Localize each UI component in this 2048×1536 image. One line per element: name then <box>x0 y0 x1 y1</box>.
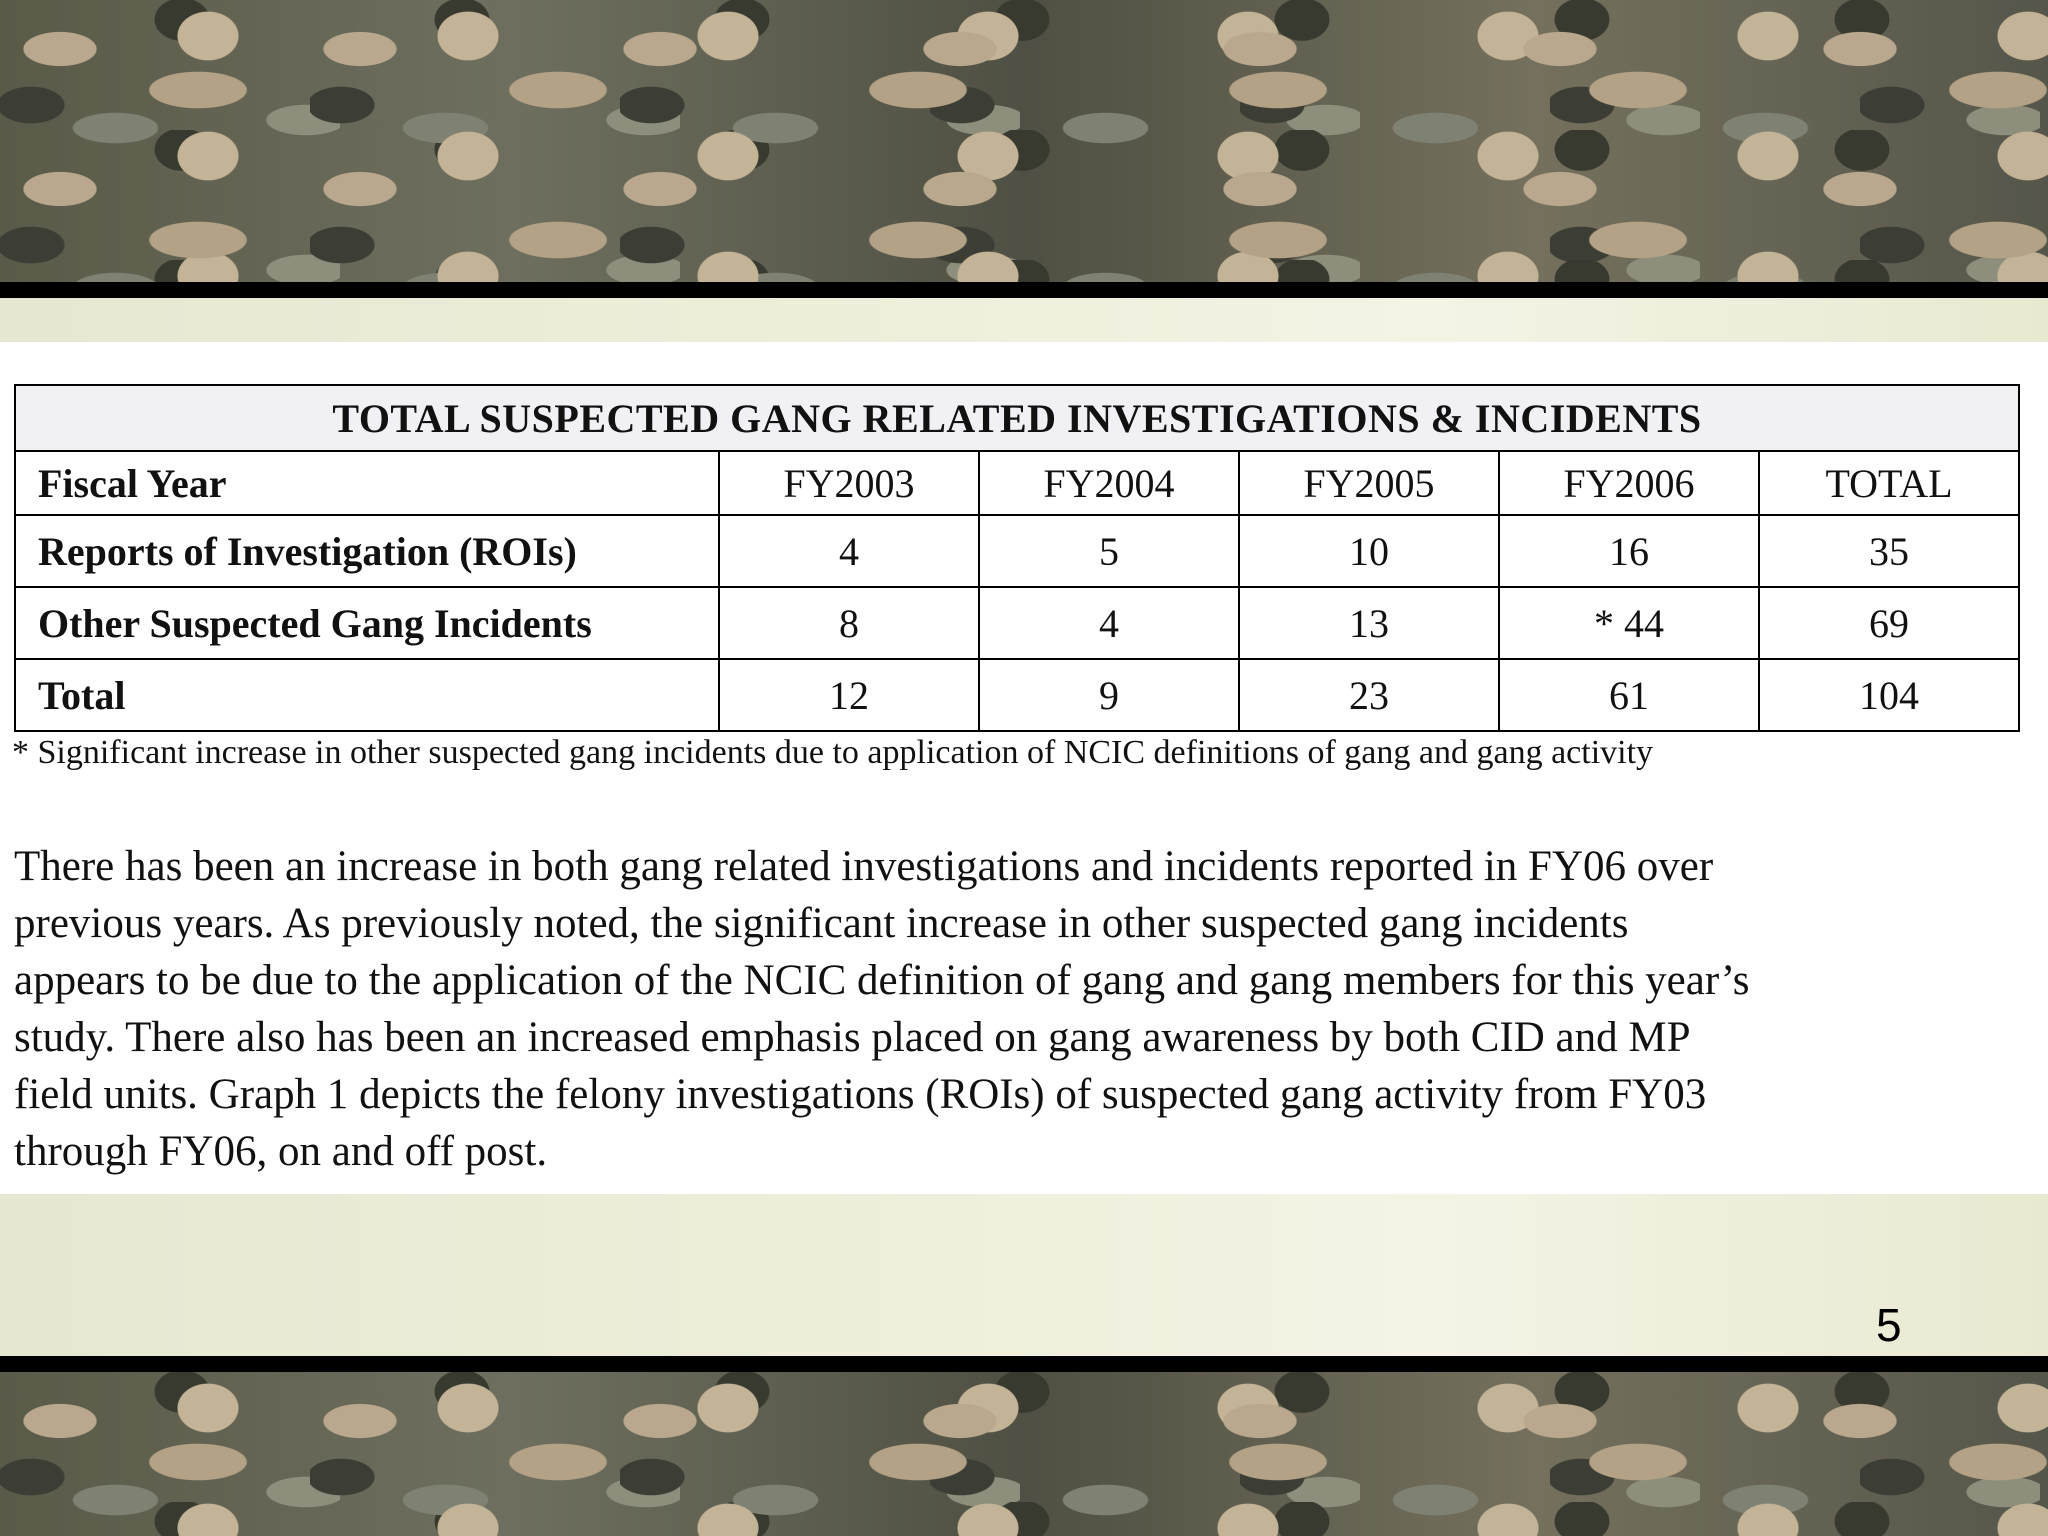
table-cell: 9 <box>979 659 1239 731</box>
row-label: Reports of Investigation (ROIs) <box>15 515 719 587</box>
table-cell: 69 <box>1759 587 2019 659</box>
table-row <box>15 515 2019 587</box>
paragraph-line: field units. Graph 1 depicts the felony investigations (ROIs) of suspected gang activity from FY03 <box>14 1071 1707 1118</box>
table-cell: 104 <box>1759 659 2019 731</box>
gang-statistics-table <box>14 384 2020 732</box>
header-divider <box>0 282 2048 298</box>
header-cell: FY2003 <box>719 451 979 515</box>
paragraph-line: There has been an increase in both gang related investigations and incidents reported in FY06 over <box>14 843 1714 890</box>
header-cell: TOTAL <box>1759 451 2019 515</box>
table-row <box>15 587 2019 659</box>
paragraph-line: through FY06, on and off post. <box>14 1128 548 1175</box>
header-cell: Fiscal Year <box>15 451 719 515</box>
table-row <box>15 659 2019 731</box>
camouflage-footer-band <box>0 1372 2048 1536</box>
table-cell: 12 <box>719 659 979 731</box>
row-label: Other Suspected Gang Incidents <box>15 587 719 659</box>
table-cell: 16 <box>1499 515 1759 587</box>
table-header-row <box>15 451 2019 515</box>
table-cell: 8 <box>719 587 979 659</box>
table-cell: 4 <box>979 587 1239 659</box>
slide-page-number: 5 <box>1876 1299 1902 1351</box>
table-cell: 23 <box>1239 659 1499 731</box>
table-cell: 4 <box>719 515 979 587</box>
table-footnote: * Significant increase in other suspected gang incidents due to application of NCIC definitions of gang and gang activity <box>12 734 1654 771</box>
row-label: Total <box>15 659 719 731</box>
camouflage-header-band <box>0 0 2048 282</box>
document-excerpt <box>0 342 2048 1194</box>
table-cell: 35 <box>1759 515 2019 587</box>
table-title: TOTAL SUSPECTED GANG RELATED INVESTIGATIONS & INCIDENTS <box>15 385 2019 451</box>
paragraph-line: appears to be due to the application of the NCIC definition of gang and gang members for this year’s <box>14 957 1750 1004</box>
table-cell: 10 <box>1239 515 1499 587</box>
body-paragraph <box>14 838 2034 1180</box>
header-cell: FY2005 <box>1239 451 1499 515</box>
paragraph-line: study. There also has been an increased emphasis placed on gang awareness by both CID and MP <box>14 1014 1691 1061</box>
header-cell: FY2006 <box>1499 451 1759 515</box>
header-cell: FY2004 <box>979 451 1239 515</box>
table-cell: * 44 <box>1499 587 1759 659</box>
table-cell: 5 <box>979 515 1239 587</box>
paragraph-line: previous years. As previously noted, the significant increase in other suspected gang incidents <box>14 900 1629 947</box>
table-cell: 13 <box>1239 587 1499 659</box>
footer-divider <box>0 1356 2048 1372</box>
table-cell: 61 <box>1499 659 1759 731</box>
